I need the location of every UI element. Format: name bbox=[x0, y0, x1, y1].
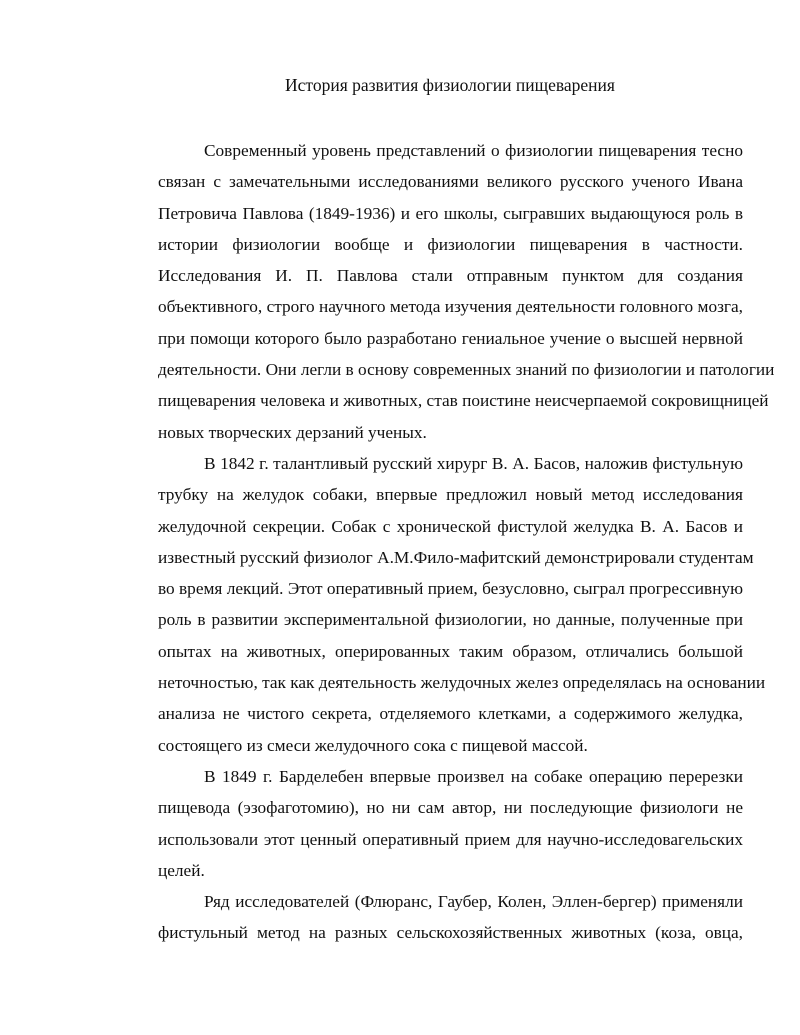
paragraph-4 bbox=[112, 886, 743, 949]
text-line: анализа не чистого секрета, отделяемого клетками, а содержимого желудка, bbox=[158, 704, 743, 724]
text-line: трубку на желудок собаки, впервые предложил новый метод исследования bbox=[158, 485, 743, 505]
text-line: Ряд исследователей (Флюранс, Гаубер, Колен, Эллен-бергер) применяли bbox=[204, 892, 743, 912]
body-text bbox=[112, 135, 775, 949]
text-line: при помощи которого было разработано гениальное учение о высшей нервной bbox=[158, 328, 743, 348]
text-line: неточностью, так как деятельность желудочных желез определялась на основании bbox=[158, 673, 766, 693]
text-line: связан с замечательными исследованиями великого русского ученого Ивана bbox=[158, 172, 743, 192]
text-line: пищевода (эзофаготомию), но ни сам автор, ни последующие физиологи не bbox=[158, 798, 743, 818]
text-line: Современный уровень представлений о физиологии пищеварения тесно bbox=[204, 141, 743, 160]
text-line: использовали этот ценный оперативный прием для научно-исследовагельских bbox=[158, 829, 743, 849]
paragraph-1 bbox=[112, 135, 775, 448]
text-line: В 1849 г. Барделебен впервые произвел на собаке операцию перерезки bbox=[204, 766, 743, 786]
paragraph-2 bbox=[112, 448, 766, 761]
text-line: Петровича Павлова (1849-1936) и его школы, сыгравших выдающуюся роль в bbox=[158, 203, 743, 223]
text-line: целей. bbox=[158, 860, 205, 880]
paragraph-3 bbox=[112, 761, 743, 886]
text-line: роль в развитии экспериментальной физиологии, но данные, полученные при bbox=[158, 610, 743, 630]
text-line: во время лекций. Этот оперативный прием, безусловно, сыграл прогрессивную bbox=[158, 579, 743, 599]
text-line: истории физиологии вообще и физиологии пищеварения в частности. bbox=[158, 234, 743, 254]
text-line: объективного, строго научного метода изучения деятельности головного мозга, bbox=[158, 297, 743, 317]
text-line: опытах на животных, оперированных таким образом, отличались большой bbox=[158, 641, 743, 661]
text-line: желудочной секреции. Собак с хронической фистулой желудка В. А. Басов и bbox=[158, 516, 743, 536]
text-line: Исследования И. П. Павлова стали отправным пунктом для создания bbox=[158, 266, 743, 286]
text-line: новых творческих дерзаний ученых. bbox=[158, 422, 427, 442]
text-line: пищеварения человека и животных, став поистине неисчерпаемой сокровищницей bbox=[158, 391, 769, 411]
text-line: В 1842 г. талантливый русский хирург В. А. Басов, наложив фистульную bbox=[204, 453, 743, 473]
text-line: фистульный метод на разных сельскохозяйственных животных (коза, овца, bbox=[158, 923, 743, 943]
text-line: деятельности. Они легли в основу современных знаний по физиологии и патологии bbox=[158, 360, 775, 380]
page-title: История развития физиологии пищеварения bbox=[285, 75, 615, 95]
text-line: известный русский физиолог А.М.Фило-мафитский демонстрировали студентам bbox=[158, 547, 754, 567]
text-line: состоящего из смеси желудочного сока с пищевой массой. bbox=[158, 735, 588, 755]
